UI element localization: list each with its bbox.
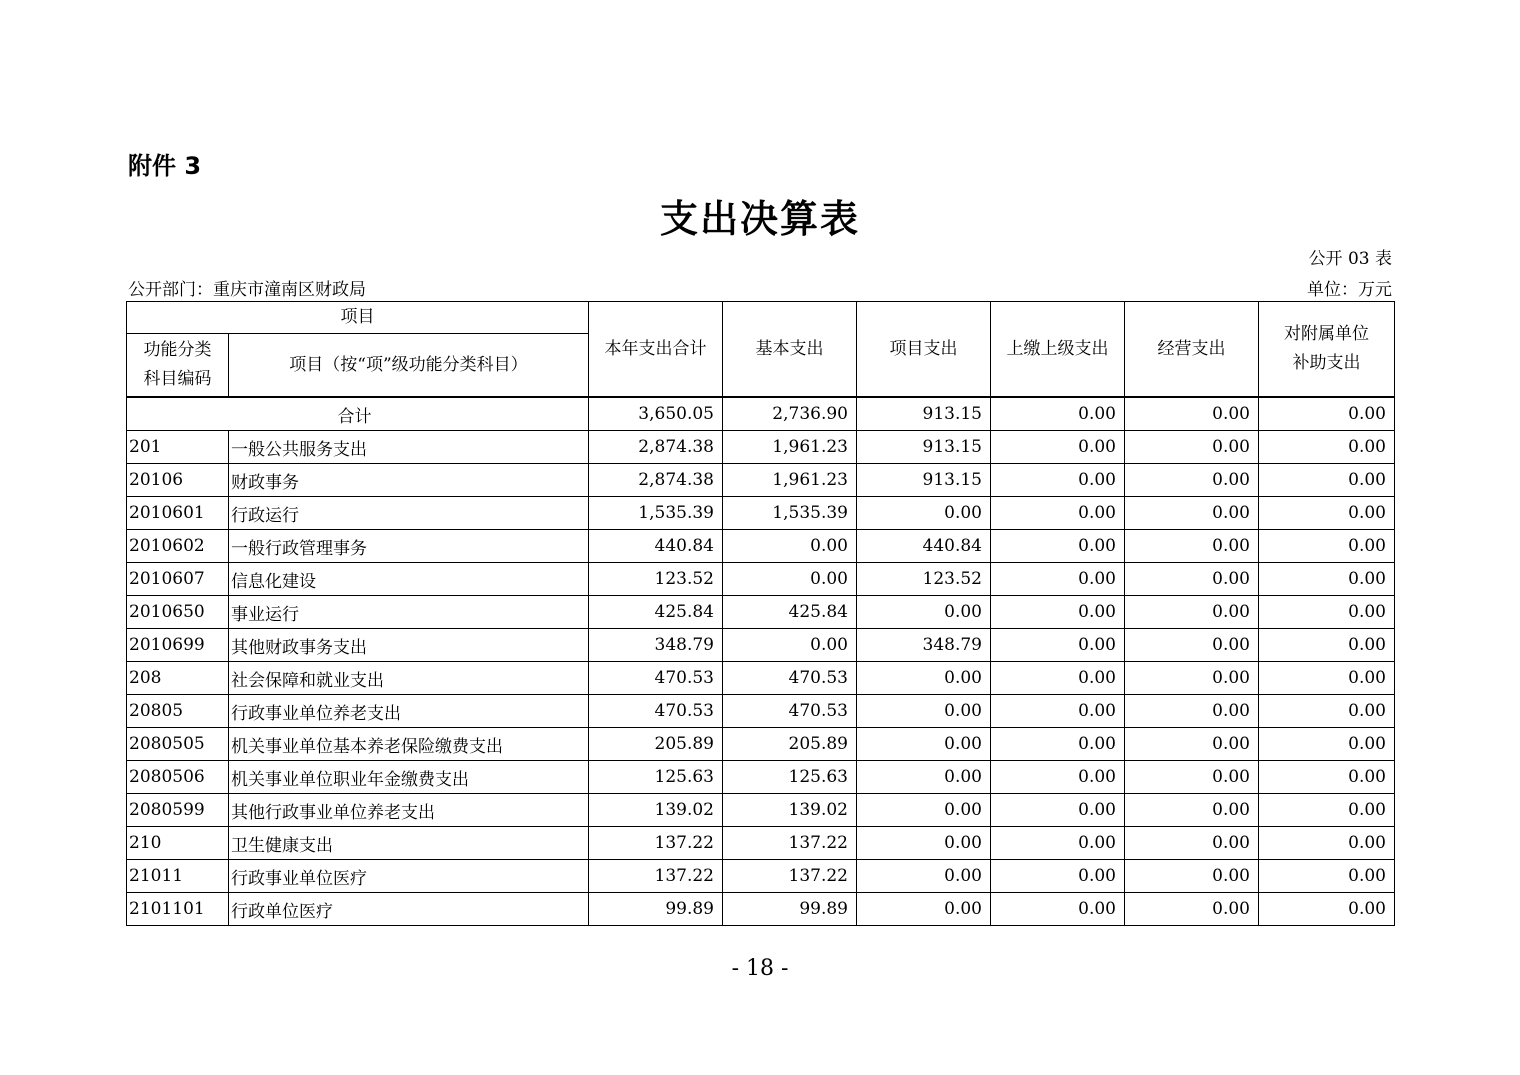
row-value: 0.00 bbox=[723, 530, 857, 563]
item-group-header: 项目 bbox=[127, 302, 589, 334]
row-name: 事业运行 bbox=[229, 596, 589, 629]
page-number: - 18 - bbox=[731, 956, 789, 981]
total-label: 合计 bbox=[127, 397, 589, 431]
table-row bbox=[127, 662, 1395, 695]
row-value: 470.53 bbox=[723, 695, 857, 728]
table-row bbox=[127, 596, 1395, 629]
row-value: 0.00 bbox=[1125, 728, 1259, 761]
row-value: 0.00 bbox=[857, 761, 991, 794]
row-value: 1,961.23 bbox=[723, 431, 857, 464]
column-header-operating: 经营支出 bbox=[1125, 302, 1259, 398]
column-header-basic: 基本支出 bbox=[723, 302, 857, 398]
row-value: 0.00 bbox=[991, 893, 1125, 926]
row-value: 0.00 bbox=[857, 827, 991, 860]
row-value: 0.00 bbox=[1259, 794, 1395, 827]
row-code: 20106 bbox=[127, 464, 229, 497]
row-name: 其他行政事业单位养老支出 bbox=[229, 794, 589, 827]
row-value: 0.00 bbox=[991, 596, 1125, 629]
row-value: 2,874.38 bbox=[589, 464, 723, 497]
row-code: 2080506 bbox=[127, 761, 229, 794]
row-value: 0.00 bbox=[991, 761, 1125, 794]
total-value: 2,736.90 bbox=[723, 397, 857, 431]
row-value: 0.00 bbox=[991, 497, 1125, 530]
row-code: 2010699 bbox=[127, 629, 229, 662]
row-value: 0.00 bbox=[1259, 497, 1395, 530]
row-value: 0.00 bbox=[1259, 662, 1395, 695]
column-header-total: 本年支出合计 bbox=[589, 302, 723, 398]
table-row bbox=[127, 497, 1395, 530]
table-row bbox=[127, 827, 1395, 860]
row-value: 1,535.39 bbox=[589, 497, 723, 530]
row-code: 2010601 bbox=[127, 497, 229, 530]
table-row bbox=[127, 794, 1395, 827]
row-name: 机关事业单位基本养老保险缴费支出 bbox=[229, 728, 589, 761]
total-value: 3,650.05 bbox=[589, 397, 723, 431]
row-value: 0.00 bbox=[1125, 662, 1259, 695]
row-value: 0.00 bbox=[1125, 563, 1259, 596]
row-value: 0.00 bbox=[1259, 728, 1395, 761]
table-row bbox=[127, 728, 1395, 761]
row-value: 205.89 bbox=[723, 728, 857, 761]
row-name: 行政事业单位养老支出 bbox=[229, 695, 589, 728]
row-value: 0.00 bbox=[991, 794, 1125, 827]
expenditure-table bbox=[126, 301, 1395, 926]
row-value: 0.00 bbox=[991, 728, 1125, 761]
row-name: 信息化建设 bbox=[229, 563, 589, 596]
row-value: 0.00 bbox=[1125, 530, 1259, 563]
table-row bbox=[127, 695, 1395, 728]
row-value: 0.00 bbox=[857, 860, 991, 893]
row-value: 440.84 bbox=[857, 530, 991, 563]
row-name: 其他财政事务支出 bbox=[229, 629, 589, 662]
row-value: 0.00 bbox=[1259, 629, 1395, 662]
total-value: 0.00 bbox=[991, 397, 1125, 431]
row-name: 社会保障和就业支出 bbox=[229, 662, 589, 695]
row-value: 0.00 bbox=[991, 464, 1125, 497]
row-value: 0.00 bbox=[1259, 860, 1395, 893]
row-value: 0.00 bbox=[1125, 629, 1259, 662]
row-value: 0.00 bbox=[1259, 695, 1395, 728]
row-value: 0.00 bbox=[723, 629, 857, 662]
table-row bbox=[127, 761, 1395, 794]
row-value: 125.63 bbox=[589, 761, 723, 794]
total-value: 0.00 bbox=[1125, 397, 1259, 431]
form-number: 公开 03 表 bbox=[1308, 249, 1392, 269]
code-header-line2: 科目编码 bbox=[143, 369, 212, 389]
row-code: 208 bbox=[127, 662, 229, 695]
row-value: 913.15 bbox=[857, 464, 991, 497]
row-value: 425.84 bbox=[723, 596, 857, 629]
row-value: 0.00 bbox=[1125, 860, 1259, 893]
total-row bbox=[127, 397, 1395, 431]
row-value: 0.00 bbox=[1259, 827, 1395, 860]
row-value: 0.00 bbox=[991, 860, 1125, 893]
attachment-label: 附件 3 bbox=[128, 152, 202, 180]
code-header-line1: 功能分类 bbox=[143, 340, 212, 360]
row-value: 0.00 bbox=[1125, 497, 1259, 530]
table-row bbox=[127, 893, 1395, 926]
row-value: 0.00 bbox=[857, 662, 991, 695]
row-value: 0.00 bbox=[1259, 761, 1395, 794]
row-value: 0.00 bbox=[991, 695, 1125, 728]
row-code: 2080505 bbox=[127, 728, 229, 761]
table-row bbox=[127, 563, 1395, 596]
row-value: 440.84 bbox=[589, 530, 723, 563]
row-value: 205.89 bbox=[589, 728, 723, 761]
row-value: 139.02 bbox=[589, 794, 723, 827]
row-name: 机关事业单位职业年金缴费支出 bbox=[229, 761, 589, 794]
row-value: 0.00 bbox=[1259, 431, 1395, 464]
row-value: 0.00 bbox=[1259, 563, 1395, 596]
row-value: 0.00 bbox=[1125, 431, 1259, 464]
table-row bbox=[127, 629, 1395, 662]
row-value: 0.00 bbox=[857, 794, 991, 827]
row-value: 0.00 bbox=[991, 629, 1125, 662]
unit-label: 单位：万元 bbox=[1307, 280, 1392, 300]
row-value: 348.79 bbox=[589, 629, 723, 662]
row-value: 0.00 bbox=[1259, 464, 1395, 497]
row-value: 0.00 bbox=[1125, 464, 1259, 497]
row-code: 210 bbox=[127, 827, 229, 860]
department-label: 公开部门：重庆市潼南区财政局 bbox=[128, 280, 366, 300]
row-name: 财政事务 bbox=[229, 464, 589, 497]
row-value: 139.02 bbox=[723, 794, 857, 827]
row-value: 0.00 bbox=[857, 596, 991, 629]
row-value: 0.00 bbox=[857, 893, 991, 926]
row-name: 一般公共服务支出 bbox=[229, 431, 589, 464]
row-value: 0.00 bbox=[857, 728, 991, 761]
row-code: 2101101 bbox=[127, 893, 229, 926]
row-value: 123.52 bbox=[857, 563, 991, 596]
row-code: 2010602 bbox=[127, 530, 229, 563]
row-value: 0.00 bbox=[1259, 530, 1395, 563]
row-value: 99.89 bbox=[589, 893, 723, 926]
row-value: 0.00 bbox=[991, 530, 1125, 563]
row-value: 99.89 bbox=[723, 893, 857, 926]
row-value: 125.63 bbox=[723, 761, 857, 794]
column-header-remit: 上缴上级支出 bbox=[991, 302, 1125, 398]
row-name: 行政运行 bbox=[229, 497, 589, 530]
table-row bbox=[127, 431, 1395, 464]
row-code: 2010607 bbox=[127, 563, 229, 596]
row-value: 0.00 bbox=[1125, 761, 1259, 794]
row-value: 0.00 bbox=[991, 827, 1125, 860]
row-value: 0.00 bbox=[1125, 893, 1259, 926]
row-code: 21011 bbox=[127, 860, 229, 893]
row-name: 行政单位医疗 bbox=[229, 893, 589, 926]
row-value: 470.53 bbox=[589, 695, 723, 728]
table-row bbox=[127, 860, 1395, 893]
row-value: 0.00 bbox=[991, 431, 1125, 464]
row-value: 137.22 bbox=[589, 827, 723, 860]
page-title: 支出决算表 bbox=[659, 196, 860, 241]
row-name: 一般行政管理事务 bbox=[229, 530, 589, 563]
row-value: 0.00 bbox=[723, 563, 857, 596]
row-value: 348.79 bbox=[857, 629, 991, 662]
column-header-project: 项目支出 bbox=[857, 302, 991, 398]
row-value: 470.53 bbox=[589, 662, 723, 695]
row-value: 913.15 bbox=[857, 431, 991, 464]
row-name: 卫生健康支出 bbox=[229, 827, 589, 860]
row-value: 0.00 bbox=[991, 662, 1125, 695]
row-value: 1,961.23 bbox=[723, 464, 857, 497]
row-value: 470.53 bbox=[723, 662, 857, 695]
row-value: 0.00 bbox=[857, 695, 991, 728]
code-header bbox=[127, 334, 229, 398]
row-code: 2010650 bbox=[127, 596, 229, 629]
row-code: 2080599 bbox=[127, 794, 229, 827]
total-value: 913.15 bbox=[857, 397, 991, 431]
row-value: 123.52 bbox=[589, 563, 723, 596]
table-row bbox=[127, 530, 1395, 563]
table-row bbox=[127, 464, 1395, 497]
row-value: 1,535.39 bbox=[723, 497, 857, 530]
total-value: 0.00 bbox=[1259, 397, 1395, 431]
row-value: 137.22 bbox=[723, 860, 857, 893]
column-header-subsidy bbox=[1259, 302, 1395, 398]
row-value: 137.22 bbox=[723, 827, 857, 860]
row-value: 0.00 bbox=[1125, 695, 1259, 728]
row-value: 0.00 bbox=[1125, 827, 1259, 860]
row-value: 0.00 bbox=[1125, 596, 1259, 629]
row-value: 0.00 bbox=[991, 563, 1125, 596]
row-value: 0.00 bbox=[857, 497, 991, 530]
row-value: 2,874.38 bbox=[589, 431, 723, 464]
column-header-subsidy-line1: 对附属单位 bbox=[1284, 324, 1369, 344]
row-name: 行政事业单位医疗 bbox=[229, 860, 589, 893]
row-value: 0.00 bbox=[1125, 794, 1259, 827]
row-code: 20805 bbox=[127, 695, 229, 728]
row-value: 0.00 bbox=[1259, 893, 1395, 926]
row-value: 137.22 bbox=[589, 860, 723, 893]
row-value: 0.00 bbox=[1259, 596, 1395, 629]
column-header-subsidy-line2: 补助支出 bbox=[1292, 353, 1361, 373]
row-code: 201 bbox=[127, 431, 229, 464]
name-header: 项目（按“项”级功能分类科目） bbox=[229, 334, 589, 398]
row-value: 425.84 bbox=[589, 596, 723, 629]
